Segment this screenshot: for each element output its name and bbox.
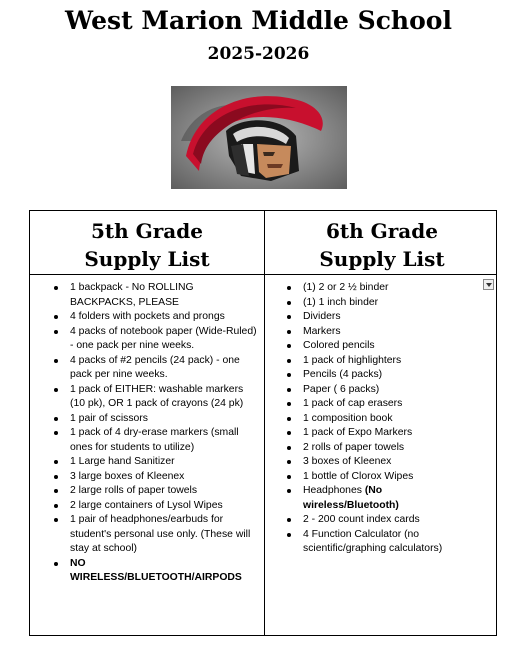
list-item: 2 rolls of paper towels [285, 441, 480, 456]
list-item: 1 pack of cap erasers [285, 397, 480, 412]
school-year: 2025-2026 [207, 44, 310, 64]
list-item: 4 folders with pockets and prongs [52, 310, 257, 325]
grade6-heading [265, 217, 499, 273]
list-item: Dividers [285, 310, 480, 325]
list-item: 3 large boxes of Kleenex [52, 470, 257, 485]
list-item-no-wireless: NO WIRELESS/BLUETOOTH/AIRPODS [52, 557, 257, 586]
spartan-helmet-logo [171, 86, 347, 189]
list-item: 1 pair of headphones/earbuds for student's personal use only. (These will stay at school) [52, 513, 257, 557]
list-item: 3 boxes of Kleenex [285, 455, 480, 470]
dropdown-arrow-icon[interactable] [483, 279, 494, 290]
list-item: 1 pair of scissors [52, 412, 257, 427]
list-item: 2 - 200 count index cards [285, 513, 480, 528]
supply-table [29, 210, 497, 636]
list-item: 1 composition book [285, 412, 480, 427]
list-item: 1 Large hand Sanitizer [52, 455, 257, 470]
list-item: 1 pack of EITHER: washable markers (10 pk), OR 1 pack of crayons (24 pk) [52, 383, 257, 412]
grade5-supply-list [52, 281, 257, 586]
grade5-heading-list: Supply List [84, 247, 210, 271]
list-item: 4 packs of notebook paper (Wide-Ruled) - one pack per nine weeks. [52, 325, 257, 354]
list-item: 1 pack of Expo Markers [285, 426, 480, 441]
list-item: 1 pack of highlighters [285, 354, 480, 369]
list-item-headphones [285, 484, 480, 513]
list-item: (1) 2 or 2 ½ binder [285, 281, 480, 296]
list-item: 2 large containers of Lysol Wipes [52, 499, 257, 514]
list-item: 1 bottle of Clorox Wipes [285, 470, 480, 485]
school-name: West Marion Middle School [65, 6, 452, 35]
list-item: (1) 1 inch binder [285, 296, 480, 311]
grade6-supply-list [285, 281, 480, 557]
list-item: Markers [285, 325, 480, 340]
list-item: Colored pencils [285, 339, 480, 354]
list-item: 1 pack of 4 dry-erase markers (small ones for students to utilize) [52, 426, 257, 455]
list-item: 2 large rolls of paper towels [52, 484, 257, 499]
headphones-label: Headphones [303, 485, 365, 496]
list-item: 1 backpack - No ROLLING BACKPACKS, PLEASE [52, 281, 257, 310]
list-item: 4 packs of #2 pencils (24 pack) - one pack per nine weeks. [52, 354, 257, 383]
grade6-heading-list: Supply List [319, 247, 445, 271]
list-item: 4 Function Calculator (no scientific/graphing calculators) [285, 528, 480, 557]
headphones-note: (No wireless/Bluetooth) [303, 485, 399, 511]
grade5-heading-grade: 5th Grade [91, 219, 203, 243]
grade5-heading [30, 217, 264, 273]
list-item: Pencils (4 packs) [285, 368, 480, 383]
list-item: Paper ( 6 packs) [285, 383, 480, 398]
grade6-heading-grade: 6th Grade [326, 219, 438, 243]
header-divider [30, 274, 496, 275]
